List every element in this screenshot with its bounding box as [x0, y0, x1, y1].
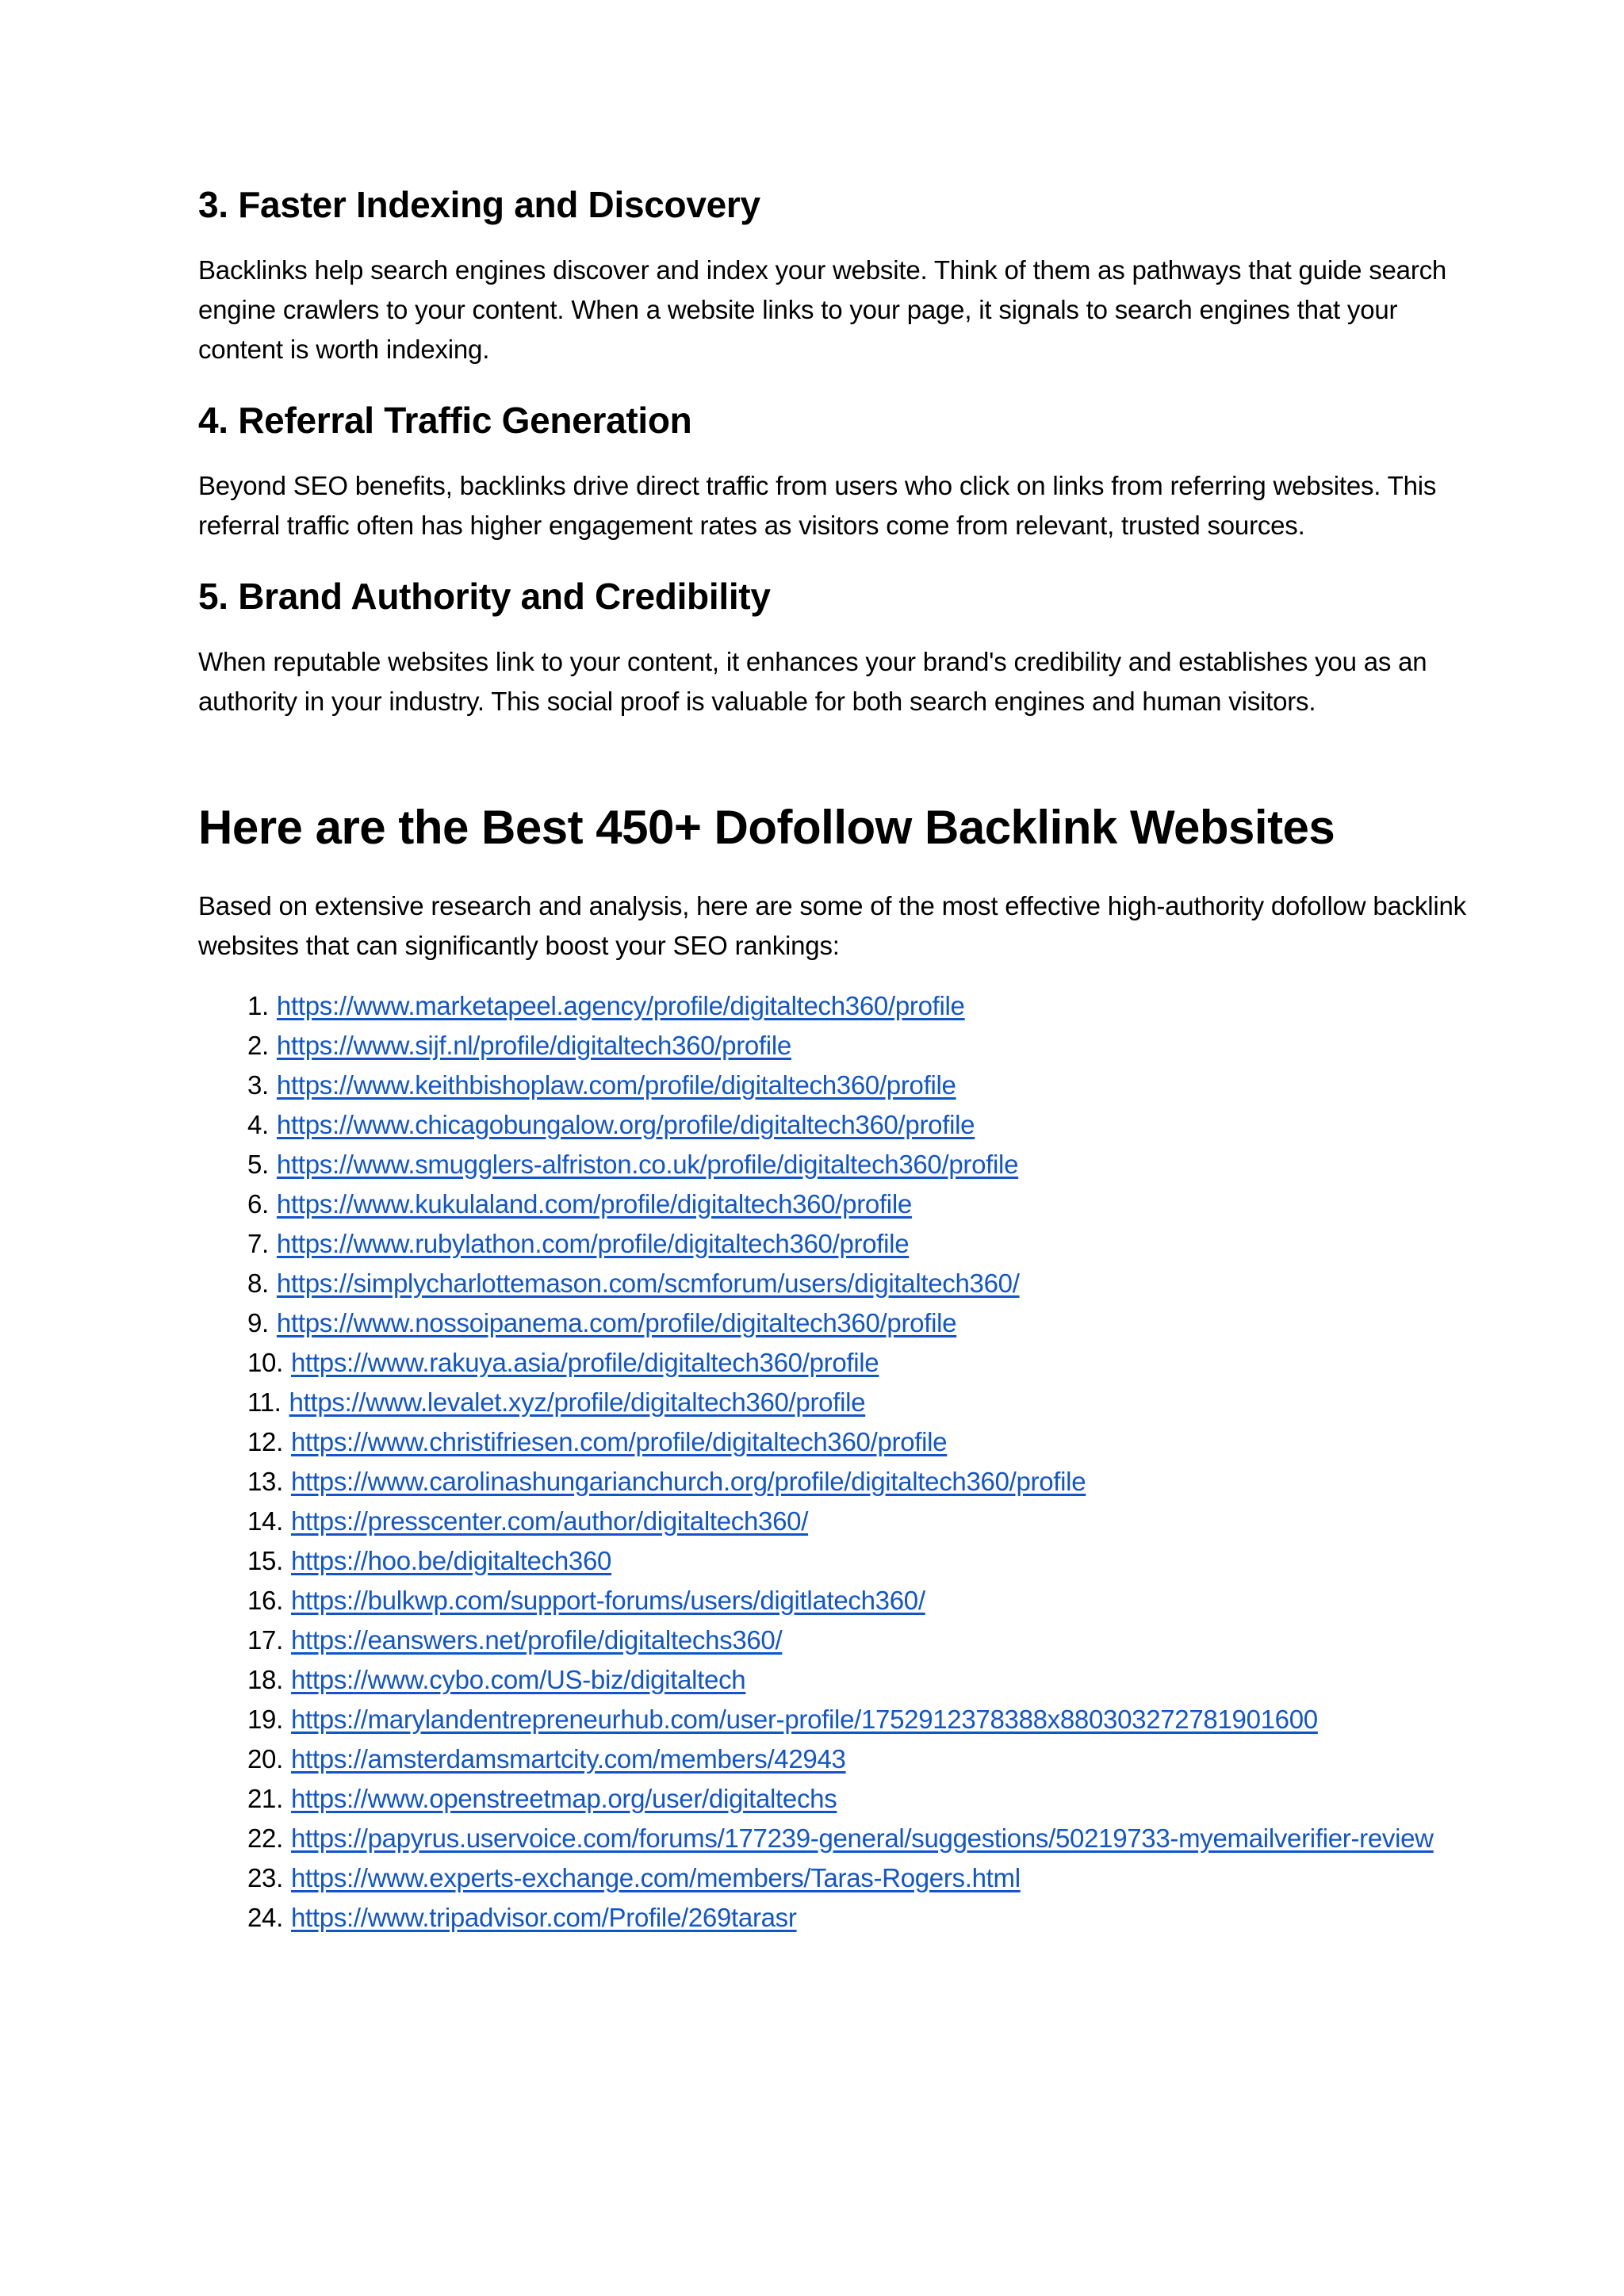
list-item-number: 1.	[247, 991, 269, 1020]
section-body: Backlinks help search engines discover and index your website. Think of them as pathways that guide search engine crawlers to your content. When a website links to your page, it signals to search engines that your content is worth indexing.	[198, 255, 1447, 364]
list-item-number: 5.	[247, 1150, 269, 1179]
list-item	[247, 1264, 1483, 1303]
list-item	[247, 1105, 1483, 1145]
backlink-url-link[interactable]: https://hoo.be/digitaltech360	[290, 1546, 612, 1575]
list-item-number: 23.	[247, 1863, 283, 1892]
section-faster-indexing	[198, 182, 1483, 369]
intro-paragraph: Based on extensive research and analysis, here are some of the most effective high-authority dofollow backlink websites that can significantly boost your SEO rankings:	[198, 891, 1466, 960]
list-item-number: 14.	[247, 1506, 283, 1536]
backlink-url-link[interactable]: https://simplycharlottemason.com/scmforum/users/digitaltech360/	[276, 1269, 1020, 1298]
backlink-url-link[interactable]: https://amsterdamsmartcity.com/members/42943	[290, 1744, 846, 1774]
list-item-number: 16.	[247, 1586, 283, 1615]
list-item-number: 13.	[247, 1467, 283, 1496]
list-item	[247, 1660, 1483, 1700]
list-item	[247, 1858, 1483, 1898]
section-heading: 3. Faster Indexing and Discovery	[198, 184, 760, 225]
list-item-number: 18.	[247, 1665, 283, 1694]
backlink-url-link[interactable]: https://www.levalet.xyz/profile/digitaltech360/profile	[289, 1387, 866, 1417]
list-item-number: 24.	[247, 1903, 283, 1932]
backlink-url-link[interactable]: https://www.kukulaland.com/profile/digitaltech360/profile	[276, 1189, 912, 1219]
list-item	[247, 1739, 1483, 1779]
list-item-number: 11.	[247, 1387, 282, 1417]
list-item-number: 7.	[247, 1229, 269, 1258]
list-item	[247, 1343, 1483, 1383]
list-item	[247, 1779, 1483, 1819]
backlink-url-link[interactable]: https://www.smugglers-alfriston.co.uk/profile/digitaltech360/profile	[276, 1150, 1019, 1179]
list-item-number: 4.	[247, 1110, 269, 1139]
section-body: When reputable websites link to your content, it enhances your brand's credibility and establishes you as an authority in your industry. This social proof is valuable for both search engines and human visitors.	[198, 647, 1427, 716]
list-item-number: 6.	[247, 1189, 269, 1219]
list-item-number: 3.	[247, 1070, 269, 1100]
list-item	[247, 1303, 1483, 1343]
list-item	[247, 1383, 1483, 1422]
list-item-number: 12.	[247, 1427, 283, 1456]
list-item-number: 2.	[247, 1031, 269, 1060]
backlink-url-link[interactable]: https://eanswers.net/profile/digitaltechs360/	[290, 1625, 783, 1655]
list-item	[247, 986, 1483, 1026]
list-item	[247, 1422, 1483, 1462]
backlink-url-link[interactable]: https://papyrus.uservoice.com/forums/177239-general/suggestions/50219733-myemailverifier-review	[290, 1823, 1434, 1853]
list-item	[247, 1145, 1483, 1184]
backlink-url-link[interactable]: https://www.tripadvisor.com/Profile/269tarasr	[290, 1903, 797, 1932]
section-heading: 5. Brand Authority and Credibility	[198, 576, 771, 617]
list-item-number: 8.	[247, 1269, 269, 1298]
backlink-url-link[interactable]: https://www.openstreetmap.org/user/digitaltechs	[290, 1784, 837, 1813]
section-body: Beyond SEO benefits, backlinks drive direct traffic from users who click on links from referring websites. This referral traffic often has higher engagement rates as visitors come from relevant, trusted sources.	[198, 471, 1437, 540]
section-brand-authority	[198, 574, 1483, 721]
list-item	[247, 1224, 1483, 1264]
backlink-url-link[interactable]: https://www.carolinashungarianchurch.org/profile/digitaltech360/profile	[290, 1467, 1086, 1496]
backlink-url-link[interactable]: https://www.cybo.com/US-biz/digitaltech	[290, 1665, 746, 1694]
backlink-url-link[interactable]: https://www.marketapeel.agency/profile/digitaltech360/profile	[276, 991, 965, 1020]
list-item	[247, 1541, 1483, 1581]
backlink-url-link[interactable]: https://www.nossoipanema.com/profile/digitaltech360/profile	[276, 1308, 957, 1337]
list-item	[247, 1898, 1483, 1938]
backlink-url-link[interactable]: https://marylandentrepreneurhub.com/user-profile/1752912378388x880303272781901600	[290, 1705, 1318, 1734]
list-item	[247, 1621, 1483, 1660]
section-heading: 4. Referral Traffic Generation	[198, 400, 692, 441]
backlink-url-link[interactable]: https://www.rakuya.asia/profile/digitaltech360/profile	[290, 1348, 879, 1377]
list-item-number: 9.	[247, 1308, 269, 1337]
list-item-number: 20.	[247, 1744, 283, 1774]
main-heading: Here are the Best 450+ Dofollow Backlink Websites	[198, 801, 1335, 854]
backlink-url-link[interactable]: https://www.christifriesen.com/profile/digitaltech360/profile	[290, 1427, 948, 1456]
list-item	[247, 1462, 1483, 1502]
list-item-number: 17.	[247, 1625, 283, 1655]
list-item-number: 19.	[247, 1705, 283, 1734]
backlink-url-link[interactable]: https://www.chicagobungalow.org/profile/digitaltech360/profile	[276, 1110, 975, 1139]
document-page	[198, 182, 1483, 1938]
list-item	[247, 1819, 1483, 1858]
backlink-list	[198, 986, 1483, 1938]
list-item	[247, 1026, 1483, 1066]
backlink-url-link[interactable]: https://bulkwp.com/support-forums/users/digitlatech360/	[290, 1586, 925, 1615]
backlink-url-link[interactable]: https://www.rubylathon.com/profile/digitaltech360/profile	[276, 1229, 910, 1258]
list-item-number: 22.	[247, 1823, 283, 1853]
list-item-number: 21.	[247, 1784, 283, 1813]
backlink-url-link[interactable]: https://presscenter.com/author/digitaltech360/	[290, 1506, 809, 1536]
backlink-url-link[interactable]: https://www.keithbishoplaw.com/profile/digitaltech360/profile	[276, 1070, 956, 1100]
list-item	[247, 1700, 1483, 1739]
list-item-number: 15.	[247, 1546, 283, 1575]
backlink-url-link[interactable]: https://www.experts-exchange.com/members/Taras-Rogers.html	[290, 1863, 1021, 1892]
backlink-url-link[interactable]: https://www.sijf.nl/profile/digitaltech360/profile	[276, 1031, 791, 1060]
list-item	[247, 1184, 1483, 1224]
list-item-number: 10.	[247, 1348, 283, 1377]
list-item	[247, 1066, 1483, 1105]
list-item	[247, 1581, 1483, 1621]
section-referral-traffic	[198, 398, 1483, 545]
list-item	[247, 1502, 1483, 1541]
